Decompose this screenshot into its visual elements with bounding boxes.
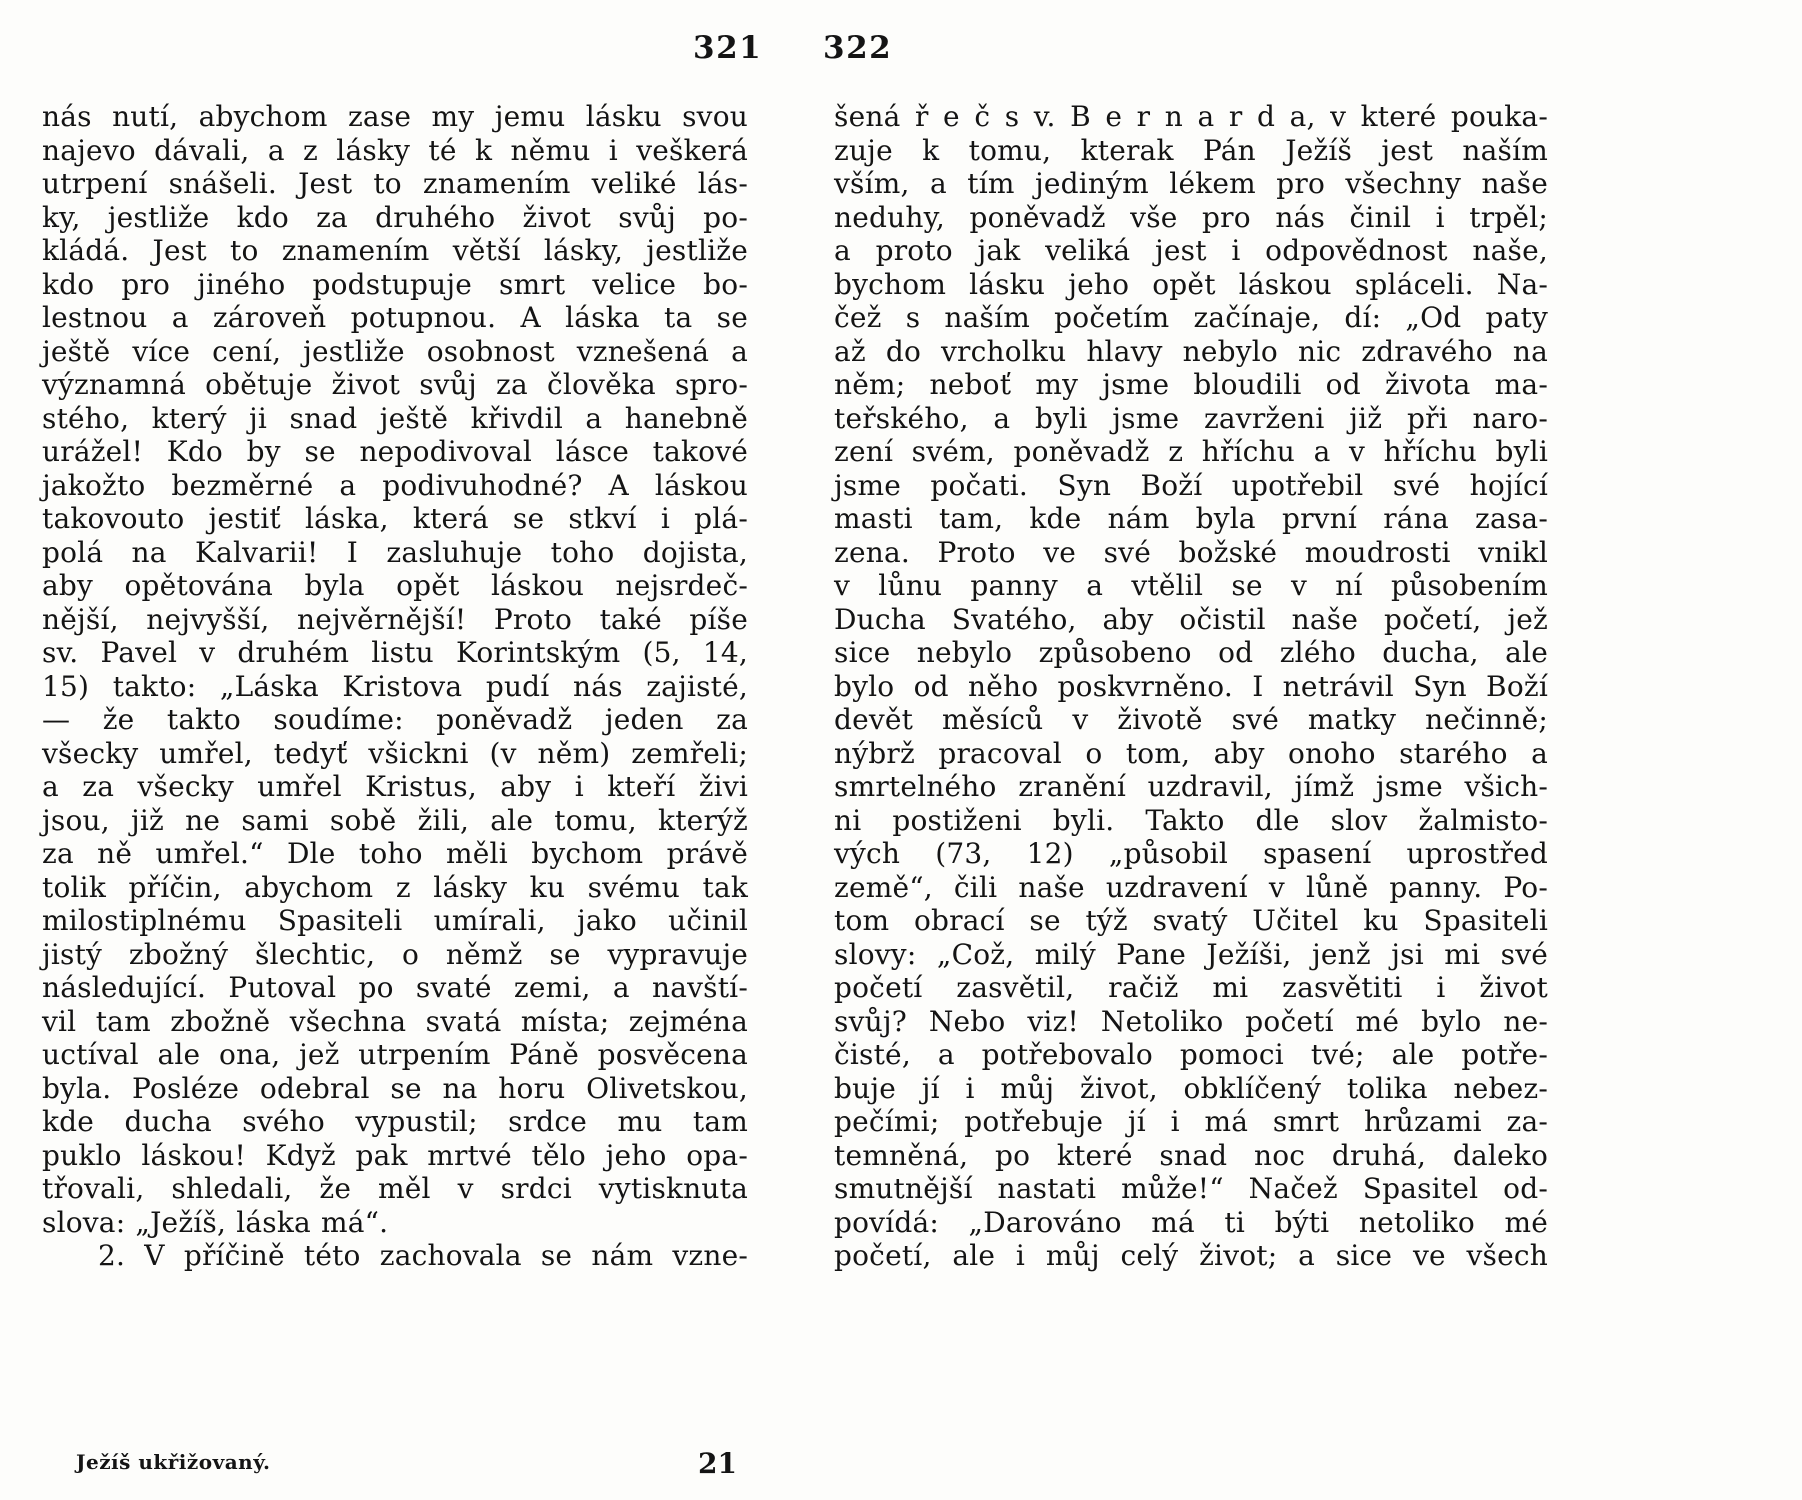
text-line: ni postiženi byli. Takto dle slov žalmisto- (834, 803, 1548, 837)
text-line: čisté, a potřebovalo pomoci tvé; ale potře- (834, 1038, 1548, 1071)
text-line: slovy: „Což, milý Pane Ježíši, jenž jsi mi své (834, 937, 1548, 971)
text-line: svůj? Nebo viz! Netoliko početí mé bylo ne- (834, 1004, 1548, 1038)
text-line: ještě více cení, jestliže osobnost vznešená a (42, 334, 748, 368)
text-line: teřského, a byli jsme zavrženi již při naro- (834, 401, 1548, 435)
text-line: bylo od něho poskvrněno. I netrávil Syn Boží (834, 669, 1548, 703)
text-line: něm; neboť my jsme bloudili od života ma- (834, 368, 1548, 401)
text-line: vil tam zbožně všechna svatá místa; zejména (42, 1004, 748, 1038)
text-line: sice nebylo způsobeno od zlého ducha, ale (834, 636, 1548, 669)
left-text-column (42, 100, 748, 1273)
text-line: devět měsíců v životě své matky nečinně; (834, 703, 1548, 736)
text-line: všecky umřel, tedyť všickni (v něm) zemřeli; (42, 736, 748, 770)
text-line: kdo pro jiného podstupuje smrt velice bo- (42, 267, 748, 301)
text-line: třovali, shledali, že měl v srdci vytisknuta (42, 1172, 748, 1205)
text-line: — že takto soudíme: poněvadž jeden za (42, 703, 748, 736)
text-line: šená ř e č s v. B e r n a r d a, v které pouka- (834, 100, 1548, 133)
text-line: jsou, již ne sami sobě žili, ale tomu, kterýž (42, 803, 748, 837)
text-line: a za všecky umřel Kristus, aby i kteří živi (42, 770, 748, 803)
text-line: polá na Kalvarii! I zasluhuje toho dojista, (42, 535, 748, 569)
text-line: kde ducha svého vypustil; srdce mu tam (42, 1105, 748, 1138)
text-line: najevo dávali, a z lásky té k němu i veškerá (42, 133, 748, 167)
text-line: pečími; potřebuje jí i má smrt hrůzami za- (834, 1105, 1548, 1138)
text-line: zena. Proto ve své božské moudrosti vnikl (834, 535, 1548, 569)
text-line: neduhy, poněvadž vše pro nás činil i trpěl; (834, 200, 1548, 234)
text-line: čež s naším početím začínaje, dí: „Od paty (834, 301, 1548, 334)
text-line: 15) takto: „Láska Kristova pudí nás zajisté, (42, 669, 748, 703)
text-line: početí, ale i můj celý život; a sice ve všech (834, 1239, 1548, 1272)
text-line: milostiplnému Spasiteli umírali, jako učinil (42, 904, 748, 937)
text-line: takovouto jestiť láska, která se stkví i plá- (42, 502, 748, 535)
text-columns (42, 100, 1548, 1273)
text-line: slova: „Ježíš, láska má“. (42, 1205, 389, 1239)
text-line: tolik příčin, abychom z lásky ku svému tak (42, 870, 748, 904)
text-line: bychom lásku jeho opět láskou spláceli. Na- (834, 267, 1548, 301)
text-line: země“, čili naše uzdravení v lůně panny. Po- (834, 870, 1548, 904)
text-line: zení svém, poněvadž z hříchu a v hříchu byli (834, 435, 1548, 468)
text-line: smrtelného zranění uzdravil, jímž jsme všich- (834, 770, 1548, 803)
text-line: nější, nejvyšší, nejvěrnější! Proto také píše (42, 602, 748, 636)
text-line: puklo láskou! Když pak mrtvé tělo jeho opa- (42, 1138, 748, 1172)
text-line: následující. Putoval po svaté zemi, a navští- (42, 971, 748, 1004)
text-line: ky, jestliže kdo za druhého život svůj po- (42, 200, 748, 234)
text-line: lestnou a zároveň potupnou. A láska ta se (42, 301, 748, 334)
text-line: vých (73, 12) „působil spasení uprostřed (834, 837, 1548, 870)
text-line: za ně umřel.“ Dle toho měli bychom právě (42, 837, 748, 870)
text-line: v lůnu panny a vtělil se v ní působením (834, 569, 1548, 602)
text-line: tom obrací se týž svatý Učitel ku Spasiteli (834, 904, 1548, 937)
text-line: 2. V příčině této zachovala se nám vzne- (98, 1239, 748, 1272)
text-line: masti tam, kde nám byla první rána zasa- (834, 502, 1548, 535)
text-line: byla. Posléze odebral se na horu Olivetskou, (42, 1071, 748, 1105)
text-line: smutnější nastati může!“ Načež Spasitel od- (834, 1172, 1548, 1205)
text-line: početí zasvětil, račiž mi zasvětiti i život (834, 971, 1548, 1004)
footer-page-number: 21 (698, 1447, 737, 1480)
text-line: až do vrcholku hlavy nebylo nic zdravého na (834, 334, 1548, 368)
text-line: Ducha Svatého, aby očistil naše početí, jež (834, 602, 1548, 636)
text-line: buje jí i můj život, obklíčený tolika nebez- (834, 1071, 1548, 1105)
text-line: kládá. Jest to znamením větší lásky, jestliže (42, 234, 748, 267)
text-line: jakožto bezměrné a podivuhodné? A láskou (42, 468, 748, 502)
text-line: stého, který ji snad ještě křivdil a hanebně (42, 401, 748, 435)
page-number-left: 321 (693, 30, 763, 66)
text-line: jistý zbožný šlechtic, o němž se vypravuje (42, 937, 748, 971)
page-number-right: 322 (823, 30, 893, 66)
text-line: nýbrž pracoval o tom, aby onoho starého a (834, 736, 1548, 770)
running-title: Ježíš ukřižovaný. (76, 1450, 271, 1474)
text-line: uctíval ale ona, jež utrpením Páně posvěcena (42, 1038, 748, 1071)
text-line: vším, a tím jediným lékem pro všechny naše (834, 167, 1548, 200)
text-line: zuje k tomu, kterak Pán Ježíš jest naším (834, 133, 1548, 167)
text-line: sv. Pavel v druhém listu Korintským (5, 14, (42, 636, 748, 669)
text-line: nás nutí, abychom zase my jemu lásku svou (42, 100, 748, 133)
text-line: povídá: „Darováno má ti býti netoliko mé (834, 1205, 1548, 1239)
text-line: významná obětuje život svůj za člověka spro- (42, 368, 748, 401)
right-text-column (834, 100, 1548, 1273)
text-line: jsme počati. Syn Boží upotřebil své hojící (834, 468, 1548, 502)
text-line: temněná, po které snad noc druhá, daleko (834, 1138, 1548, 1172)
text-line: utrpení snášeli. Jest to znamením veliké lás- (42, 167, 748, 200)
text-line: urážel! Kdo by se nepodivoval lásce takové (42, 435, 748, 468)
text-line: a proto jak veliká jest i odpovědnost naše, (834, 234, 1548, 267)
text-line: aby opětována byla opět láskou nejsrdeč- (42, 569, 748, 602)
